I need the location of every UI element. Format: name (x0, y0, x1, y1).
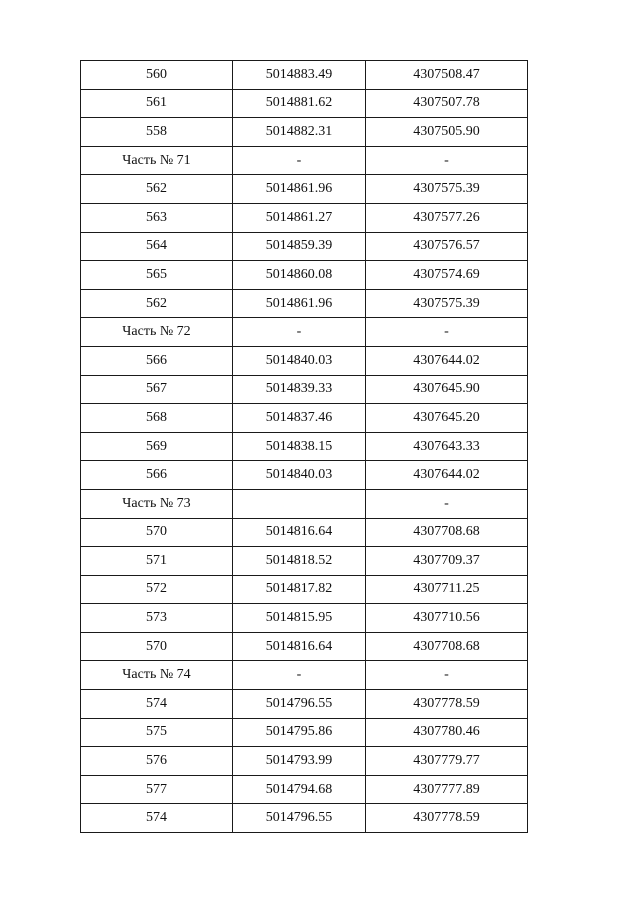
x-coordinate-cell: 5014793.99 (233, 747, 366, 776)
table-row (81, 461, 528, 490)
x-coordinate-cell: 5014861.96 (233, 289, 366, 318)
y-coordinate-cell: 4307779.77 (366, 747, 528, 776)
table-row (81, 289, 528, 318)
y-coordinate-cell: 4307778.59 (366, 804, 528, 833)
table-row (81, 203, 528, 232)
x-coordinate-cell: 5014837.46 (233, 404, 366, 433)
point-number-cell: 576 (81, 747, 233, 776)
x-coordinate-cell: 5014816.64 (233, 518, 366, 547)
y-coordinate-cell: 4307645.90 (366, 375, 528, 404)
y-coordinate-cell: 4307708.68 (366, 518, 528, 547)
section-header-row (81, 489, 528, 518)
x-coordinate-cell: 5014796.55 (233, 804, 366, 833)
section-label-cell: Часть № 74 (81, 661, 233, 690)
table-row (81, 89, 528, 118)
section-header-row (81, 146, 528, 175)
coordinates-table-body (81, 61, 528, 833)
point-number-cell: 563 (81, 203, 233, 232)
x-coordinate-cell (233, 489, 366, 518)
point-number-cell: 572 (81, 575, 233, 604)
y-coordinate-cell: 4307645.20 (366, 404, 528, 433)
point-number-cell: 571 (81, 547, 233, 576)
coordinates-table (80, 60, 528, 833)
table-row (81, 261, 528, 290)
y-coordinate-cell: 4307575.39 (366, 175, 528, 204)
x-coordinate-cell: - (233, 318, 366, 347)
x-coordinate-cell: 5014883.49 (233, 61, 366, 90)
section-label-cell: Часть № 72 (81, 318, 233, 347)
point-number-cell: 570 (81, 518, 233, 547)
x-coordinate-cell: 5014796.55 (233, 690, 366, 719)
table-row (81, 575, 528, 604)
x-coordinate-cell: 5014815.95 (233, 604, 366, 633)
table-row (81, 404, 528, 433)
point-number-cell: 569 (81, 432, 233, 461)
y-coordinate-cell: - (366, 146, 528, 175)
table-row (81, 747, 528, 776)
table-row (81, 804, 528, 833)
x-coordinate-cell: 5014840.03 (233, 461, 366, 490)
x-coordinate-cell: 5014795.86 (233, 718, 366, 747)
x-coordinate-cell: 5014860.08 (233, 261, 366, 290)
y-coordinate-cell: 4307778.59 (366, 690, 528, 719)
x-coordinate-cell: 5014816.64 (233, 632, 366, 661)
point-number-cell: 560 (81, 61, 233, 90)
x-coordinate-cell: 5014881.62 (233, 89, 366, 118)
point-number-cell: 561 (81, 89, 233, 118)
x-coordinate-cell: 5014840.03 (233, 346, 366, 375)
table-row (81, 175, 528, 204)
table-row (81, 432, 528, 461)
y-coordinate-cell: 4307644.02 (366, 461, 528, 490)
point-number-cell: 566 (81, 461, 233, 490)
table-row (81, 346, 528, 375)
y-coordinate-cell: 4307780.46 (366, 718, 528, 747)
y-coordinate-cell: 4307507.78 (366, 89, 528, 118)
table-row (81, 632, 528, 661)
point-number-cell: 573 (81, 604, 233, 633)
point-number-cell: 575 (81, 718, 233, 747)
y-coordinate-cell: 4307574.69 (366, 261, 528, 290)
y-coordinate-cell: 4307710.56 (366, 604, 528, 633)
point-number-cell: 577 (81, 775, 233, 804)
point-number-cell: 562 (81, 175, 233, 204)
table-row (81, 775, 528, 804)
table-row (81, 718, 528, 747)
section-header-row (81, 318, 528, 347)
x-coordinate-cell: 5014794.68 (233, 775, 366, 804)
x-coordinate-cell: 5014818.52 (233, 547, 366, 576)
table-row (81, 118, 528, 147)
x-coordinate-cell: 5014817.82 (233, 575, 366, 604)
table-row (81, 547, 528, 576)
y-coordinate-cell: - (366, 318, 528, 347)
point-number-cell: 570 (81, 632, 233, 661)
x-coordinate-cell: 5014859.39 (233, 232, 366, 261)
y-coordinate-cell: 4307711.25 (366, 575, 528, 604)
table-row (81, 518, 528, 547)
point-number-cell: 574 (81, 804, 233, 833)
section-label-cell: Часть № 73 (81, 489, 233, 518)
y-coordinate-cell: 4307577.26 (366, 203, 528, 232)
point-number-cell: 562 (81, 289, 233, 318)
point-number-cell: 565 (81, 261, 233, 290)
section-header-row (81, 661, 528, 690)
x-coordinate-cell: - (233, 146, 366, 175)
y-coordinate-cell: 4307708.68 (366, 632, 528, 661)
y-coordinate-cell: 4307575.39 (366, 289, 528, 318)
y-coordinate-cell: 4307709.37 (366, 547, 528, 576)
table-row (81, 232, 528, 261)
table-row (81, 690, 528, 719)
point-number-cell: 566 (81, 346, 233, 375)
table-row (81, 604, 528, 633)
x-coordinate-cell: 5014838.15 (233, 432, 366, 461)
y-coordinate-cell: 4307644.02 (366, 346, 528, 375)
point-number-cell: 568 (81, 404, 233, 433)
y-coordinate-cell: 4307508.47 (366, 61, 528, 90)
y-coordinate-cell: 4307505.90 (366, 118, 528, 147)
y-coordinate-cell: 4307777.89 (366, 775, 528, 804)
y-coordinate-cell: 4307576.57 (366, 232, 528, 261)
point-number-cell: 564 (81, 232, 233, 261)
x-coordinate-cell: - (233, 661, 366, 690)
y-coordinate-cell: 4307643.33 (366, 432, 528, 461)
point-number-cell: 574 (81, 690, 233, 719)
x-coordinate-cell: 5014861.27 (233, 203, 366, 232)
x-coordinate-cell: 5014882.31 (233, 118, 366, 147)
x-coordinate-cell: 5014861.96 (233, 175, 366, 204)
y-coordinate-cell: - (366, 489, 528, 518)
x-coordinate-cell: 5014839.33 (233, 375, 366, 404)
table-row (81, 375, 528, 404)
point-number-cell: 567 (81, 375, 233, 404)
y-coordinate-cell: - (366, 661, 528, 690)
section-label-cell: Часть № 71 (81, 146, 233, 175)
point-number-cell: 558 (81, 118, 233, 147)
table-row (81, 61, 528, 90)
